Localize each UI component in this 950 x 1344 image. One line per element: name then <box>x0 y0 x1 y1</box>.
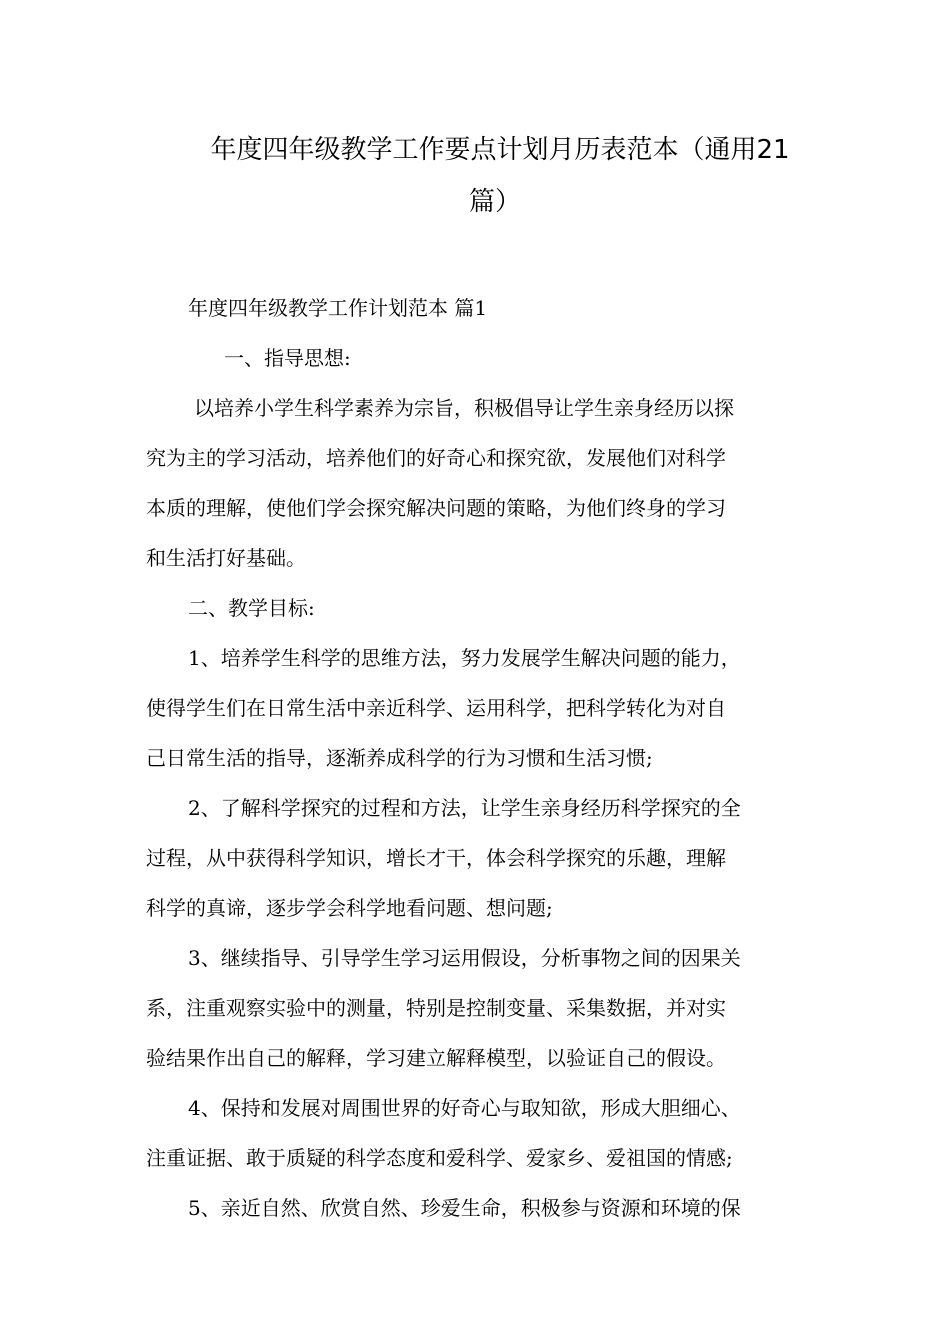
list-item-3 <box>146 933 806 1083</box>
section-heading-2: 二、教学目标: <box>188 596 315 620</box>
paragraph-line: 系，注重观察实验中的测量，特别是控制变量、采集数据，并对实 <box>146 996 726 1020</box>
paragraph-line: 4、保持和发展对周围世界的好奇心与取知欲，形成大胆细心、 <box>188 1096 741 1120</box>
subtitle: 年度四年级教学工作计划范本 篇1 <box>188 296 488 320</box>
paragraph-line: 注重证据、敢于质疑的科学态度和爱科学、爱家乡、爱祖国的情感; <box>146 1146 733 1170</box>
paragraph-line: 1、培养学生科学的思维方法，努力发展学生解决问题的能力， <box>188 646 741 670</box>
title-line-2: 篇） <box>468 187 521 217</box>
list-item-4 <box>146 1083 806 1183</box>
paragraph-guiding-thought <box>146 383 806 583</box>
paragraph-line: 和生活打好基础。 <box>146 546 306 570</box>
list-item-1 <box>146 633 806 783</box>
paragraph-line: 2、了解科学探究的过程和方法，让学生亲身经历科学探究的全 <box>188 796 741 820</box>
document-body <box>146 283 806 1233</box>
document-title <box>0 124 950 228</box>
paragraph-line: 科学的真谛，逐步学会科学地看问题、想问题; <box>146 896 553 920</box>
paragraph-line: 以培养小学生科学素养为宗旨，积极倡导让学生亲身经历以探 <box>194 396 734 420</box>
paragraph-line: 验结果作出自己的解释，学习建立解释模型，以验证自己的假设。 <box>146 1046 726 1070</box>
paragraph-line: 使得学生们在日常生活中亲近科学、运用科学，把科学转化为对自 <box>146 696 726 720</box>
paragraph-line: 3、继续指导、引导学生学习运用假设，分析事物之间的因果关 <box>188 946 741 970</box>
paragraph-line: 5、亲近自然、欣赏自然、珍爱生命，积极参与资源和环境的保 <box>188 1196 741 1220</box>
paragraph-line: 己日常生活的指导，逐渐养成科学的行为习惯和生活习惯; <box>146 746 653 770</box>
section-heading-1: 一、指导思想: <box>224 346 351 370</box>
paragraph-line: 本质的理解，使他们学会探究解决问题的策略，为他们终身的学习 <box>146 496 726 520</box>
paragraph-line: 过程，从中获得科学知识，增长才干，体会科学探究的乐趣，理解 <box>146 846 726 870</box>
list-item-5 <box>146 1183 806 1233</box>
title-line-1: 年度四年级教学工作要点计划月历表范本（通用21 <box>210 135 790 165</box>
paragraph-line: 究为主的学习活动，培养他们的好奇心和探究欲，发展他们对科学 <box>146 446 726 470</box>
list-item-2 <box>146 783 806 933</box>
